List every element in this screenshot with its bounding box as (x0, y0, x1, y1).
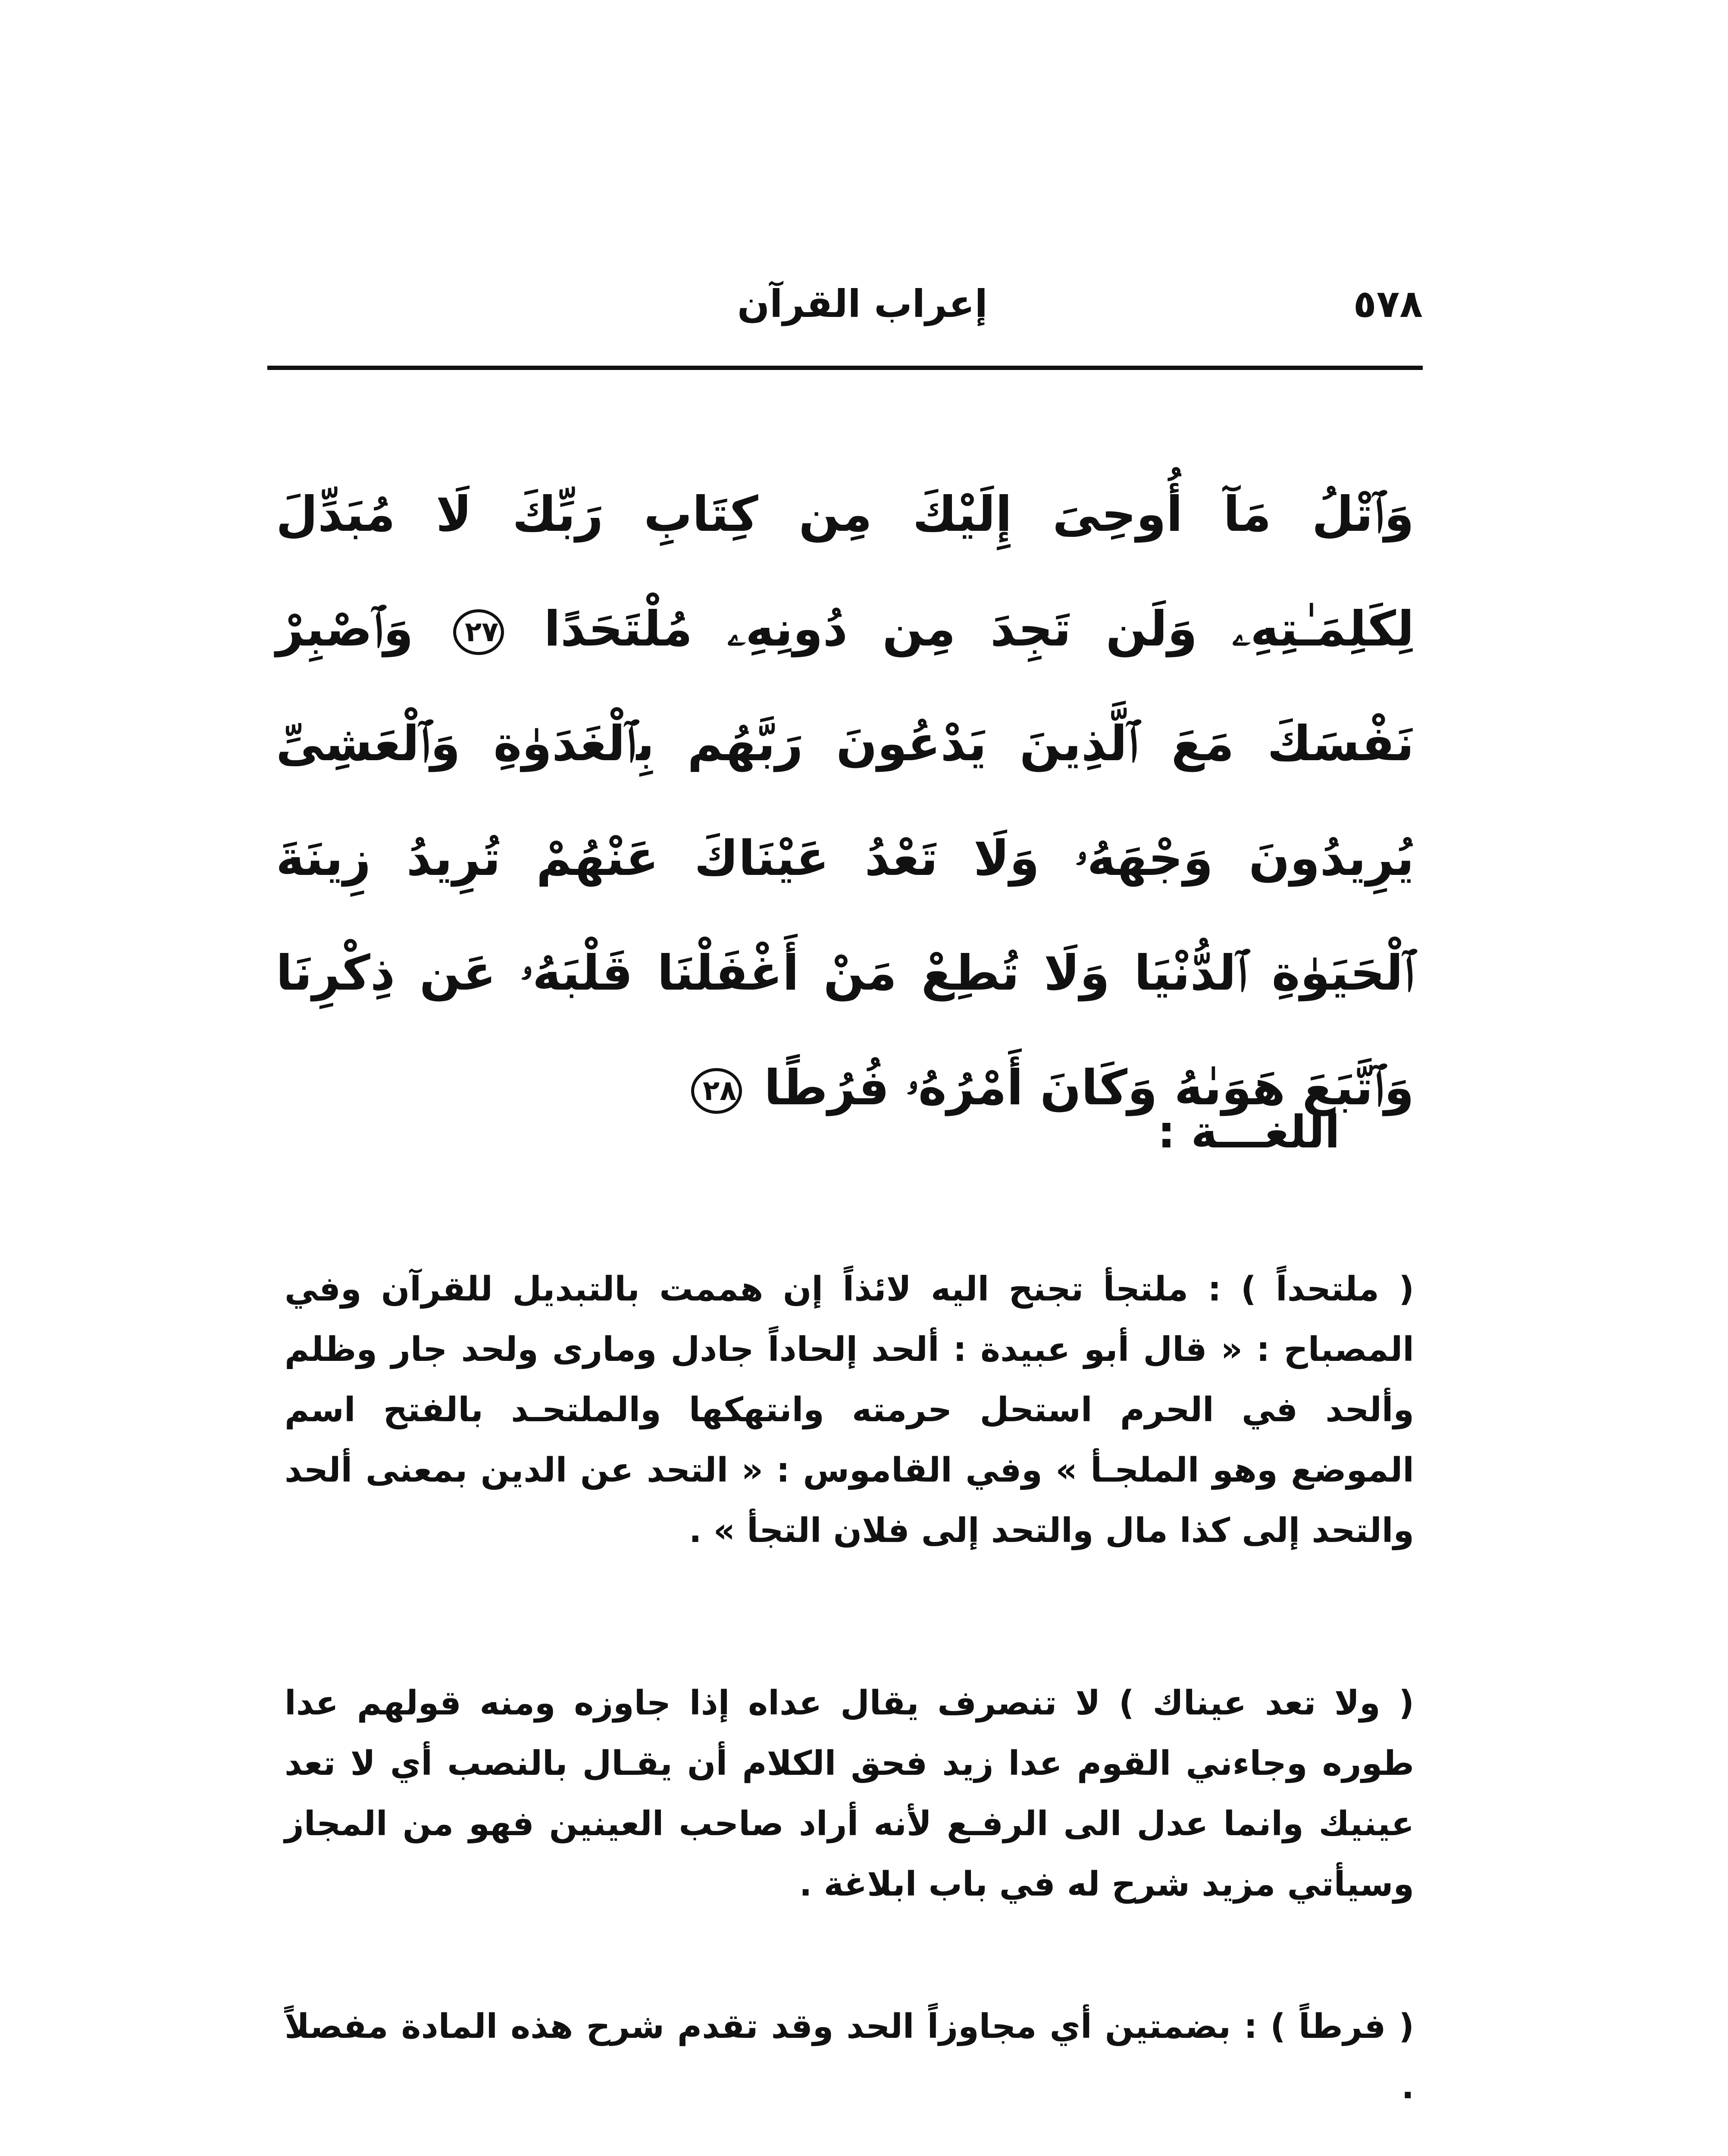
header-rule (267, 366, 1423, 370)
verse-text-28: وَٱصْبِرْ نَفْسَكَ مَعَ ٱلَّذِينَ يَدْعُونَ رَبَّهُم بِٱلْغَدَوٰةِ وَٱلْعَشِىِّ يُرِيدُونَ وَجْهَهُۥ وَلَا تَعْدُ عَيْنَاكَ عَنْهُمْ تُرِيدُ زِينَةَ ٱلْحَيَوٰةِ ٱلدُّنْيَا وَلَا تُطِعْ مَنْ أَغْفَلْنَا قَلْبَهُۥ عَن ذِكْرِنَا وَٱتَّبَعَ هَوَىٰهُ وَكَانَ أَمْرُهُۥ فُرُطًا (276, 601, 1414, 1116)
page-number: ٥٧٨ (1353, 282, 1423, 326)
ayah-number-marker: ٢٧ (453, 609, 504, 655)
paragraph-wala-taadu: ( ولا تعد عيناك ) لا تنصرف يقال عداه إذا جاوزه ومنه قولهم عدا طوره وجاءني القوم عدا زيد فحق الكلام أن يقـال بالنصب أي لا تعد عينيك وانما عدل الى الرفـع لأنه أراد صاحب العينين فهو من المجاز وسيأتي مزيد شرح له في باب ابلاغة . (285, 1684, 1414, 1904)
section-heading: اللغـــة : (1157, 1106, 1340, 1158)
paragraph-furutan: ( فرطاً ) : بضمتين أي مجاوزاً الحد وقد تقدم شرح هذه المادة مفصلاً . (285, 2007, 1414, 2106)
page-header (267, 276, 1423, 341)
ayah-number-marker: ٢٨ (691, 1068, 742, 1114)
verse-text-27: وَٱتْلُ مَآ أُوحِىَ إِلَيْكَ مِن كِتَابِ رَبِّكَ لَا مُبَدِّلَ لِكَلِمَـٰتِهِۦ وَلَن تَجِدَ مِن دُونِهِۦ مُلْتَحَدًا (276, 486, 1414, 657)
quran-verse-block (276, 457, 1414, 1145)
running-title: إعراب القرآن (737, 282, 988, 326)
paragraph-multahad: ( ملتحداً ) : ملتجأ تجنح اليه لائذاً إن هممت بالتبديل للقرآن وفي المصباح : « قال أبو عبيدة : ألحد إلحاداً جادل وماری ولحد جار وظلم وألحد في الحرم استحل حرمته وانتهكها والملتحـد بالفتح اسم الموضع وهو الملجـأ » وفي القاموس : « التحد عن الدين بمعنى ألحد والتحد إلى كذا مال والتحد إلى فلان التجأ » . (285, 1270, 1414, 1550)
